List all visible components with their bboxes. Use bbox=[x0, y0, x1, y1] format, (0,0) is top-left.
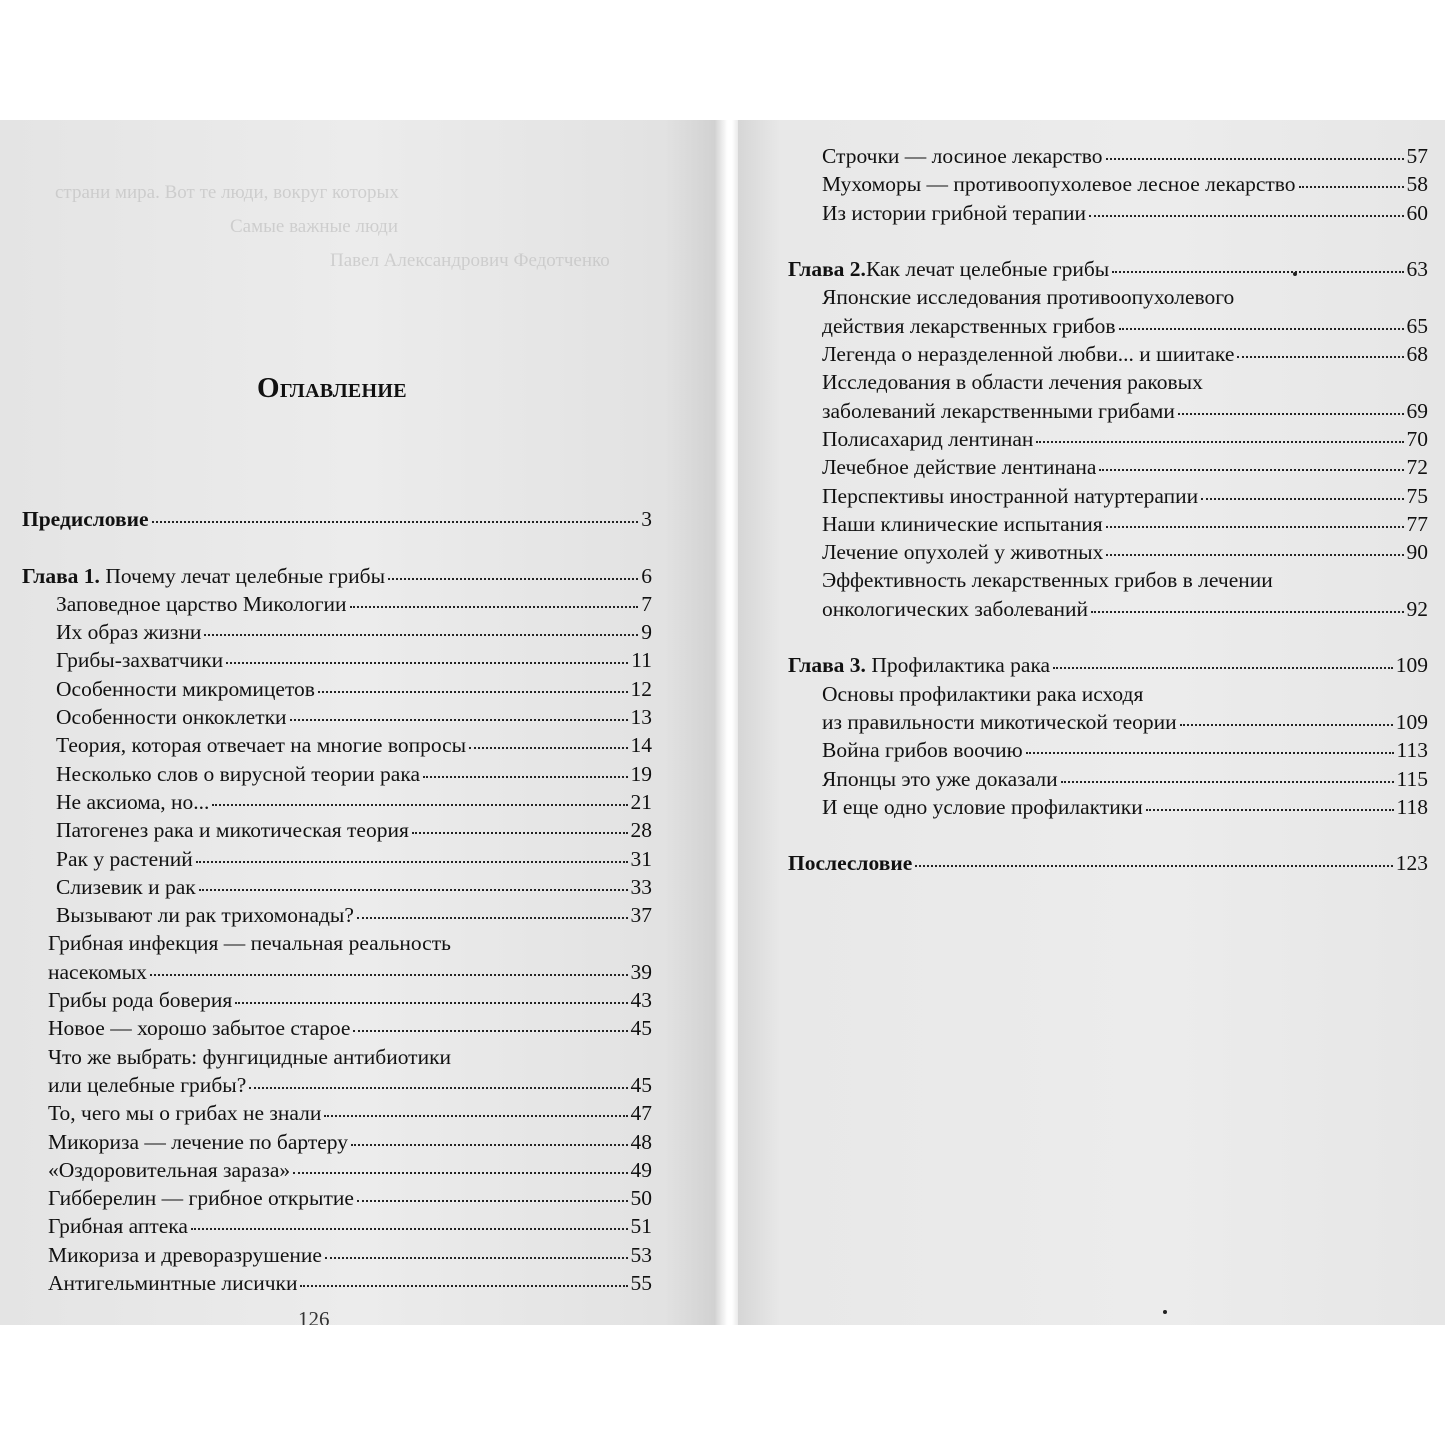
toc-entry-title: Полисахарид лентинан bbox=[822, 426, 1034, 451]
toc-entry[interactable] bbox=[22, 901, 652, 929]
dot-leader bbox=[1026, 752, 1394, 754]
toc-page-number: 48 bbox=[630, 1129, 652, 1154]
toc-page-number: 58 bbox=[1406, 172, 1428, 197]
toc-entry-text bbox=[22, 562, 385, 590]
toc-entry[interactable] bbox=[22, 1128, 652, 1156]
toc-entry-text bbox=[822, 538, 1103, 566]
toc-entry-text bbox=[822, 142, 1103, 170]
dot-leader bbox=[191, 1228, 628, 1230]
toc-entry[interactable] bbox=[22, 1014, 652, 1042]
toc-entry[interactable] bbox=[22, 788, 652, 816]
toc-entry-text bbox=[56, 873, 196, 901]
toc-entry-title: Новое — хорошо забытое старое bbox=[48, 1016, 351, 1041]
toc-page-number: 109 bbox=[1395, 653, 1428, 678]
dot-leader bbox=[1178, 413, 1404, 415]
toc-page-number: 123 bbox=[1395, 851, 1428, 876]
dot-leader bbox=[235, 1002, 627, 1004]
toc-page-number: 43 bbox=[630, 988, 652, 1013]
toc-entry[interactable] bbox=[788, 708, 1428, 736]
toc-entry-text bbox=[822, 736, 1023, 764]
dot-leader bbox=[1119, 328, 1404, 330]
toc-entry-title: Перспективы иностранной натуртерапии bbox=[822, 483, 1199, 508]
toc-entry-title: Антигельминтные лисички bbox=[48, 1271, 298, 1296]
toc-entry-title: Лечебное действие лентинана bbox=[822, 455, 1097, 480]
toc-entry-title: Мухоморы — противоопухолевое лесное лекарство bbox=[822, 172, 1296, 197]
toc-entry[interactable] bbox=[22, 1269, 652, 1297]
toc-entry-title: Грибы-захватчики bbox=[56, 648, 224, 673]
toc-page-number: 45 bbox=[630, 1072, 652, 1097]
toc-entry-text bbox=[822, 482, 1198, 510]
dot-leader bbox=[293, 1172, 627, 1174]
toc-entry-text bbox=[48, 1071, 246, 1099]
toc-page-number: 31 bbox=[630, 846, 652, 871]
dot-leader bbox=[150, 974, 628, 976]
toc-entry-text bbox=[56, 590, 347, 618]
toc-entry-title: Особенности микромицетов bbox=[56, 676, 315, 701]
right-page bbox=[738, 120, 1445, 1325]
toc-entry-title: или целебные грибы? bbox=[48, 1072, 247, 1097]
toc-page-number: 90 bbox=[1406, 540, 1428, 565]
chapter-label: Глава 2. bbox=[788, 257, 866, 282]
toc-spacer bbox=[22, 533, 652, 561]
toc-entry[interactable] bbox=[788, 199, 1428, 227]
left-page bbox=[0, 120, 722, 1325]
toc-entry-title: из правильности микотической теории bbox=[822, 709, 1177, 734]
dot-leader bbox=[1106, 526, 1404, 528]
toc-entry[interactable] bbox=[788, 397, 1428, 425]
toc-page-number: 55 bbox=[630, 1271, 652, 1296]
toc-page-number: 72 bbox=[1406, 455, 1428, 480]
toc-page-number: 37 bbox=[630, 903, 652, 928]
toc-page-number: 109 bbox=[1395, 709, 1428, 734]
dot-leader bbox=[1237, 356, 1403, 358]
dot-leader bbox=[388, 578, 638, 580]
toc-page-number: 77 bbox=[1406, 511, 1428, 536]
toc-entry[interactable] bbox=[22, 731, 652, 759]
dot-leader bbox=[1099, 469, 1403, 471]
toc-entry-text bbox=[56, 816, 409, 844]
dot-leader bbox=[204, 634, 638, 636]
toc-entry[interactable] bbox=[22, 958, 652, 986]
toc-entry-title: Лечение опухолей у животных bbox=[822, 540, 1104, 565]
toc-entry[interactable] bbox=[788, 538, 1428, 566]
toc-entry-title: Легенда о неразделенной любви... и шиитаке bbox=[822, 342, 1235, 367]
dot-leader bbox=[1180, 724, 1393, 726]
toc-entry-title: насекомых bbox=[48, 959, 147, 984]
bleed-through-line: Самые важные люди bbox=[230, 216, 399, 237]
dot-leader bbox=[300, 1285, 627, 1287]
toc-entry[interactable] bbox=[22, 1156, 652, 1184]
dot-leader bbox=[350, 606, 639, 608]
toc-entry[interactable] bbox=[22, 873, 652, 901]
toc-entry[interactable] bbox=[22, 505, 652, 533]
toc-entry[interactable] bbox=[22, 703, 652, 731]
toc-entry[interactable] bbox=[788, 765, 1428, 793]
toc-entry-text bbox=[788, 849, 912, 877]
toc-entry[interactable] bbox=[22, 1212, 652, 1240]
toc-entry[interactable] bbox=[788, 312, 1428, 340]
toc-entry-title-line: Что же выбрать: фунгицидные антибиотики bbox=[48, 1044, 452, 1069]
toc-entry[interactable] bbox=[788, 510, 1428, 538]
toc-entry-text bbox=[822, 765, 1058, 793]
toc-entry-title: Почему лечат целебные грибы bbox=[99, 563, 386, 588]
toc-entry[interactable] bbox=[788, 651, 1428, 679]
toc-entry-title: Несколько слов о вирусной теории рака bbox=[56, 761, 420, 786]
page-number: 126 bbox=[298, 1307, 330, 1325]
toc-entry[interactable] bbox=[788, 255, 1428, 283]
toc-entry[interactable] bbox=[22, 1241, 652, 1269]
dot-leader bbox=[412, 832, 628, 834]
dot-leader bbox=[325, 1257, 628, 1259]
toc-entry-title: Грибная аптека bbox=[48, 1214, 188, 1239]
toc-entry-text bbox=[48, 1184, 354, 1212]
toc-entry[interactable] bbox=[22, 1071, 652, 1099]
print-speck bbox=[1293, 272, 1297, 276]
toc-page-number: 45 bbox=[630, 1016, 652, 1041]
toc-entry-text bbox=[822, 453, 1096, 481]
toc-page-number: 53 bbox=[630, 1242, 652, 1267]
toc-page-number: 118 bbox=[1396, 794, 1428, 819]
toc-entry[interactable] bbox=[788, 425, 1428, 453]
toc-entry-text bbox=[48, 1099, 321, 1127]
toc-entry-text bbox=[48, 1014, 350, 1042]
toc-entry-text bbox=[56, 731, 466, 759]
toc-entry-text bbox=[48, 986, 232, 1014]
toc-entry-text bbox=[822, 312, 1116, 340]
toc-spacer bbox=[788, 821, 1428, 849]
toc-page-number: 9 bbox=[641, 620, 652, 645]
print-speck bbox=[1163, 1310, 1167, 1314]
toc-entry-title-line: Исследования в области лечения раковых bbox=[822, 370, 1203, 395]
toc-page-number: 47 bbox=[630, 1101, 652, 1126]
toc-page-number: 63 bbox=[1406, 257, 1428, 282]
dot-leader bbox=[226, 662, 628, 664]
chapter-label: Глава 1. bbox=[22, 563, 100, 588]
bleed-through-line: страни мира. Вот те люди, вокруг которых bbox=[55, 182, 399, 203]
dot-leader bbox=[324, 1115, 627, 1117]
toc-entry-title: Наши клинические испытания bbox=[822, 511, 1103, 536]
toc-entry[interactable] bbox=[22, 562, 652, 590]
toc-entry[interactable] bbox=[788, 170, 1428, 198]
toc-entry-title: Слизевик и рак bbox=[56, 874, 196, 899]
dot-leader bbox=[357, 1200, 628, 1202]
toc-page-number: 28 bbox=[630, 818, 652, 843]
toc-page-number: 19 bbox=[630, 761, 652, 786]
toc-entry-title: Особенности онкоклетки bbox=[56, 705, 287, 730]
toc-entry-text bbox=[48, 1269, 297, 1297]
toc-entry[interactable] bbox=[22, 1099, 652, 1127]
toc-entry[interactable] bbox=[22, 816, 652, 844]
toc-entry-text bbox=[48, 1156, 290, 1184]
toc-entry[interactable] bbox=[788, 736, 1428, 764]
toc-entry-title: Грибы рода боверия bbox=[48, 988, 233, 1013]
dot-leader bbox=[1106, 158, 1404, 160]
toc-entry-title: «Оздоровительная зараза» bbox=[48, 1157, 291, 1182]
toc-entry-text bbox=[48, 1241, 322, 1269]
toc-entry[interactable] bbox=[22, 760, 652, 788]
dot-leader bbox=[1106, 554, 1403, 556]
toc-page-number: 70 bbox=[1406, 426, 1428, 451]
dot-leader bbox=[196, 861, 628, 863]
toc-entry-text bbox=[822, 708, 1177, 736]
toc-page-number: 57 bbox=[1406, 144, 1428, 168]
toc-spacer bbox=[788, 227, 1428, 255]
dot-leader bbox=[1299, 186, 1404, 188]
toc-entry[interactable] bbox=[22, 986, 652, 1014]
toc-page-number: 51 bbox=[630, 1214, 652, 1239]
toc-entry-title-line: Японские исследования противоопухолевого bbox=[822, 285, 1235, 310]
toc-entry-title: Война грибов воочию bbox=[822, 738, 1023, 763]
toc-entry-title: Гибберелин — грибное открытие bbox=[48, 1186, 354, 1211]
dot-leader bbox=[290, 719, 628, 721]
toc-entry-title: Как лечат целебные грибы bbox=[865, 257, 1110, 282]
toc-entry-text bbox=[822, 595, 1088, 623]
toc-entry-title: Послесловие bbox=[788, 851, 913, 876]
toc-entry-title: Теория, которая отвечает на многие вопросы bbox=[56, 733, 467, 758]
page-title: Оглавление bbox=[257, 372, 407, 404]
toc-entry-title: Японцы это уже доказали bbox=[822, 766, 1058, 791]
toc-entry[interactable] bbox=[22, 646, 652, 674]
dot-leader bbox=[351, 1144, 627, 1146]
toc-page-number: 50 bbox=[630, 1186, 652, 1211]
toc-entry[interactable] bbox=[22, 845, 652, 873]
chapter-label: Глава 3. bbox=[788, 653, 866, 678]
toc-entry-text bbox=[56, 788, 209, 816]
toc-entry[interactable] bbox=[788, 849, 1428, 877]
toc-entry-text bbox=[788, 651, 1050, 679]
toc-page-number: 7 bbox=[641, 591, 652, 616]
toc-entry-title: Заповедное царство Микологии bbox=[56, 591, 347, 616]
toc-entry-text bbox=[822, 510, 1103, 538]
toc-entry-text bbox=[56, 703, 287, 731]
toc-entry-text bbox=[48, 1128, 348, 1156]
toc-entry-text bbox=[822, 793, 1143, 821]
toc-page-number: 92 bbox=[1406, 596, 1428, 621]
toc-page-number: 113 bbox=[1396, 738, 1428, 763]
toc-page-number: 69 bbox=[1406, 398, 1428, 423]
bleed-through-line: Павел Александрович Федотченко bbox=[330, 250, 610, 271]
toc-entry-text bbox=[822, 425, 1033, 453]
toc-entry-text bbox=[56, 646, 223, 674]
dot-leader bbox=[353, 1030, 627, 1032]
dot-leader bbox=[357, 917, 628, 919]
toc-entry-title: заболеваний лекарственными грибами bbox=[822, 398, 1175, 423]
dot-leader bbox=[1061, 781, 1394, 783]
toc-entry[interactable] bbox=[788, 595, 1428, 623]
toc-page-number: 49 bbox=[630, 1157, 652, 1182]
toc-entry[interactable] bbox=[22, 1184, 652, 1212]
toc-entry-title-line: Основы профилактики рака исходя bbox=[822, 681, 1144, 706]
dot-leader bbox=[1089, 215, 1403, 217]
toc-entry[interactable] bbox=[22, 675, 652, 703]
toc-entry[interactable] bbox=[788, 793, 1428, 821]
toc-page-number: 3 bbox=[641, 507, 652, 531]
toc-page-number: 13 bbox=[630, 705, 652, 730]
toc-left bbox=[22, 505, 652, 1297]
dot-leader bbox=[249, 1087, 627, 1089]
toc-entry-title: Микориза — лечение по бартеру bbox=[48, 1129, 349, 1154]
toc-page-number: 75 bbox=[1406, 483, 1428, 508]
toc-entry-text bbox=[56, 618, 201, 646]
toc-page-number: 65 bbox=[1406, 313, 1428, 338]
toc-entry-title: Рак у растений bbox=[56, 846, 193, 871]
toc-page-number: 12 bbox=[630, 676, 652, 701]
toc-entry[interactable] bbox=[788, 482, 1428, 510]
toc-page-number: 14 bbox=[630, 733, 652, 758]
toc-entry-title: Профилактика рака bbox=[865, 653, 1051, 678]
toc-entry[interactable] bbox=[22, 618, 652, 646]
dot-leader bbox=[1146, 809, 1394, 811]
toc-entry-text bbox=[56, 901, 354, 929]
toc-page-number: 11 bbox=[631, 648, 652, 673]
toc-entry-title: Не аксиома, но... bbox=[56, 789, 210, 814]
toc-entry-title: Их образ жизни bbox=[56, 620, 202, 645]
toc-entry-text bbox=[822, 397, 1175, 425]
toc-entry-text bbox=[822, 199, 1086, 227]
toc-page-number: 60 bbox=[1406, 200, 1428, 225]
dot-leader bbox=[1091, 611, 1403, 613]
dot-leader bbox=[1201, 498, 1403, 500]
toc-entry-text bbox=[822, 170, 1296, 198]
toc-right bbox=[788, 142, 1428, 878]
toc-entry-text bbox=[48, 958, 147, 986]
toc-entry-text bbox=[788, 255, 1109, 283]
toc-entry-title: Микориза и древоразрушение bbox=[48, 1242, 322, 1267]
toc-page-number: 21 bbox=[630, 789, 652, 814]
book-spread bbox=[0, 120, 1445, 1325]
toc-entry-title: Патогенез рака и микотическая теория bbox=[56, 818, 409, 843]
toc-entry-title: действия лекарственных грибов bbox=[822, 313, 1116, 338]
dot-leader bbox=[1036, 441, 1403, 443]
toc-entry-title-line: Эффективность лекарственных грибов в лечении bbox=[822, 568, 1273, 593]
dot-leader bbox=[212, 804, 627, 806]
dot-leader bbox=[1053, 667, 1393, 669]
toc-entry-text bbox=[822, 340, 1234, 368]
toc-entry[interactable] bbox=[788, 142, 1428, 170]
toc-page-number: 39 bbox=[630, 959, 652, 984]
toc-entry[interactable] bbox=[22, 590, 652, 618]
dot-leader bbox=[318, 691, 628, 693]
toc-spacer bbox=[788, 623, 1428, 651]
toc-entry-title-line: Грибная инфекция — печальная реальность bbox=[48, 931, 451, 956]
toc-entry-text bbox=[56, 845, 193, 873]
toc-entry[interactable] bbox=[788, 340, 1428, 368]
toc-entry-title: Вызывают ли рак трихомонады? bbox=[56, 903, 354, 928]
toc-page-number: 6 bbox=[641, 563, 652, 588]
toc-entry-title: То, чего мы о грибах не знали bbox=[48, 1101, 322, 1126]
toc-entry-text bbox=[56, 760, 420, 788]
toc-entry-text bbox=[48, 1212, 188, 1240]
toc-entry-text bbox=[22, 505, 149, 533]
toc-entry-title: Из истории грибной терапии bbox=[822, 200, 1087, 225]
dot-leader bbox=[423, 776, 628, 778]
toc-page-number: 115 bbox=[1396, 766, 1428, 791]
toc-entry[interactable] bbox=[788, 453, 1428, 481]
dot-leader bbox=[1112, 271, 1403, 273]
toc-entry-text bbox=[56, 675, 315, 703]
toc-entry-title: Предисловие bbox=[22, 507, 149, 531]
dot-leader bbox=[152, 521, 639, 523]
toc-entry-title: И еще одно условие профилактики bbox=[822, 794, 1143, 819]
toc-entry-title: онкологических заболеваний bbox=[822, 596, 1089, 621]
toc-page-number: 68 bbox=[1406, 342, 1428, 367]
toc-page-number: 33 bbox=[630, 874, 652, 899]
dot-leader bbox=[469, 747, 627, 749]
dot-leader bbox=[915, 865, 1393, 867]
dot-leader bbox=[199, 889, 628, 891]
toc-entry-title: Строчки — лосиное лекарство bbox=[822, 144, 1103, 168]
